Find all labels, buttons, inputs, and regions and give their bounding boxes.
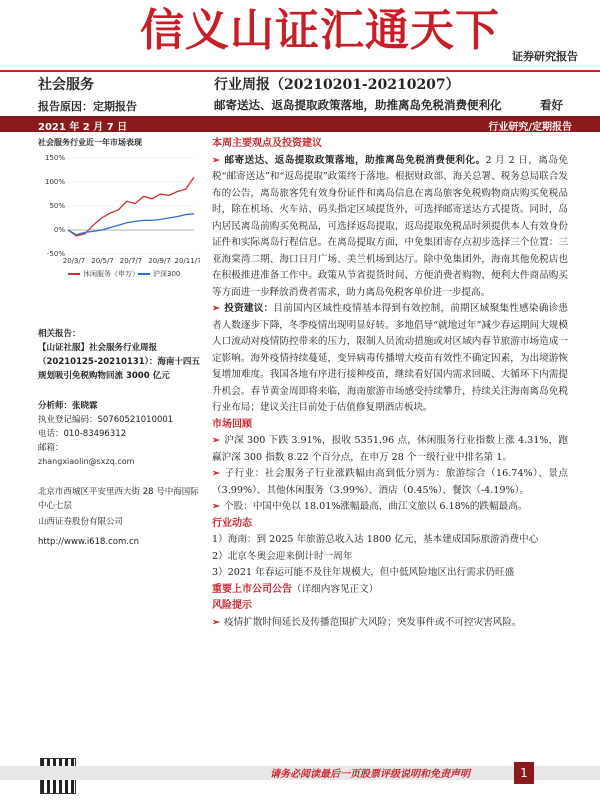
top-divider xyxy=(0,70,600,72)
company-note: （详细内容见正文） xyxy=(292,583,379,595)
date-category-bar xyxy=(0,116,600,132)
bullet-arrow-icon: ➢ xyxy=(212,616,221,628)
industry-heading: 行业动态 xyxy=(212,517,252,529)
x-tick-label: 20/11/7 xyxy=(174,257,200,265)
risk-heading: 风险提示 xyxy=(212,600,252,611)
license-number: 执业登记编码：S0760521010001 xyxy=(38,415,174,425)
x-tick-label: 20/5/7 xyxy=(91,257,114,265)
bullet-arrow-icon: ➢ xyxy=(212,468,221,479)
performance-chart xyxy=(38,150,200,290)
email-address[interactable]: zhangxiaolin@sxzq.com xyxy=(38,457,135,466)
analyst-name: 分析师：张晓霖 xyxy=(38,401,98,411)
footer-disclaimer: 请务必阅读最后一页股票评级说明和免责声明 xyxy=(270,769,470,780)
phone-number: 电话：010-83496312 xyxy=(38,429,127,439)
views-heading: 本周主要观点及投资建议 xyxy=(212,138,322,149)
report-date: 2021 年 2 月 7 日 xyxy=(38,122,128,133)
y-tick-label: 100% xyxy=(44,178,65,186)
x-tick-label: 20/9/7 xyxy=(148,257,171,265)
page-number: 1 xyxy=(514,762,534,784)
legend-label: 沪深300 xyxy=(153,270,181,278)
weekly-title: 行业周报（20210201-20210207） xyxy=(214,77,460,93)
view-policy-lead: 邮寄送达、返岛提取政策落地，助推离岛免税消费便利化。 xyxy=(224,154,486,166)
market-text: 沪深 300 下跌 3.91%，报收 5351.96 点，休闲服务行业指数上涨 4.31%，跑赢沪深 300 指数 8.22 个百分点，在申万 28 个一级行业中排名第 1。 xyxy=(212,435,568,463)
market-text: 子行业：社会服务子行业涨跌幅由高到低分别为：旅游综合（16.74%）、景点（3.99%）、其他休闲服务（3.99%）、酒店（0.45%）、餐饮（-4.19%）。 xyxy=(212,468,568,496)
chart-title: 社会服务行业近一年市场表现 xyxy=(38,138,142,147)
x-tick-label: 20/7/7 xyxy=(119,257,143,265)
rating: 看好 xyxy=(540,98,563,112)
company-website[interactable]: http://www.i618.com.cn xyxy=(38,537,140,547)
sector-name: 社会服务 xyxy=(38,77,94,93)
view-investment-lead: 投资建议： xyxy=(224,303,274,314)
market-item xyxy=(212,433,568,466)
company-name: 山西证券股份有限公司 xyxy=(38,517,124,527)
headline: 邮寄送达、返岛提取政策落地，助推离岛免税消费便利化 xyxy=(214,98,502,112)
bullet-arrow-icon: ➢ xyxy=(212,435,221,446)
related-reports-heading: 相关报告： xyxy=(38,329,81,339)
legend-label: 休闲服务（申万） xyxy=(83,270,139,278)
left-sidebar xyxy=(38,136,200,549)
view-policy-text: 2 月 2 日，离岛免税“邮寄送达”和“返岛提取”政策终于落地。根据财政部、海关总署、税务总局联合发布的公告，离岛旅客凭有效身份证件和离岛信息在离岛旅客免税购物商店购买免税品时，除在机场、火车站、码头指定区域提货外，可选择邮寄送达方式提货。同时，岛内居民离岛前购买免税品，可选择返岛提取，返岛提取免税品时须提供本人有效身份证件和实际离岛行程信息。在离岛提取方面，中免集团寄存点初步选择三个位置：三亚海棠湾二期、海口日月广场、美兰机场到达厅。除中免集团外，海南其他免税店也在积极推进准备工作中。政策从节省提货时间、方便消费者购物、便利大件商品购买等方面进一步释放消费者需求，助力离岛免税客单价进一步提高。 xyxy=(212,154,568,298)
y-tick-label: -50% xyxy=(46,250,65,258)
series-line-1 xyxy=(68,214,194,235)
report-reason: 报告原因：定期报告 xyxy=(38,100,137,113)
company-heading: 重要上市公司公告 xyxy=(212,583,292,595)
view-investment-text: 目前国内区域性疫情基本得到有效控制，前期区域聚集性感染确诊患者人数逐步下降，冬季疫情出现明显好转。多地倡导“就地过年”减少春运期间大规模人口流动对疫情防控带来的压力，限制人员流动措施或对区域内春节旅游市场造成一定影响。海外疫情持续蔓延，变异病毒传播增大疫苗有效性不确定因素，为出境游恢复增加难度。我国各地有序进行接种疫苗，继续看好国内需求回暖、大循环下内需提升机会。春节黄金周即将来临，海南旅游市场感受持续攀升，持续关注海南离岛免税行业布局；建议关注目前处于估值修复期酒店板块。 xyxy=(212,303,569,413)
series-line-0 xyxy=(68,177,194,236)
report-type-label: 证券研究报告 xyxy=(512,50,578,63)
email-label: 邮箱： xyxy=(38,443,64,453)
company-section xyxy=(212,582,568,599)
industry-item: 1）海南：到 2025 年旅游总收入达 1800 亿元，基本建成国际旅游消费中心 xyxy=(212,534,539,545)
industry-item: 3）2021 年春运可能不及往年规模大，但中低风险地区出行需求仍旺盛 xyxy=(212,567,515,578)
market-item xyxy=(212,466,568,499)
risk-item xyxy=(212,615,568,632)
risk-text: 疫情扩散时间延长及传播范围扩大风险；突发事件或不可控灾害风险。 xyxy=(224,616,522,628)
company-address: 北京市西城区平安里西大街 28 号中海国际中心七层 xyxy=(38,487,199,511)
bullet-arrow-icon: ➢ xyxy=(212,501,221,512)
x-tick-label: 20/3/7 xyxy=(62,257,86,265)
market-text: 个股：中国中免以 18.01%涨幅最高，曲江文旅以 6.18%的跌幅最高。 xyxy=(224,501,528,512)
brand-slogan: 信义山证汇通天下 xyxy=(140,5,500,56)
industry-item: 2）北京冬奥会迎来倒计时一周年 xyxy=(212,550,353,562)
view-investment xyxy=(212,301,568,417)
y-tick-label: 50% xyxy=(49,202,65,210)
related-report-link[interactable]: 【山证社服】社会服务行业周报（20210125-20210131）：海南十四五规划吸引免税购物回流 3000 亿元 xyxy=(38,343,200,381)
bullet-arrow-icon: ➢ xyxy=(212,154,221,166)
bullet-arrow-icon: ➢ xyxy=(212,303,221,314)
y-tick-label: 150% xyxy=(44,154,65,162)
main-content xyxy=(212,136,568,631)
market-item xyxy=(212,499,568,516)
market-heading: 市场回顾 xyxy=(212,418,252,430)
report-category: 行业研究/定期报告 xyxy=(488,122,572,133)
y-tick-label: 0% xyxy=(53,226,65,234)
view-policy xyxy=(212,153,568,302)
